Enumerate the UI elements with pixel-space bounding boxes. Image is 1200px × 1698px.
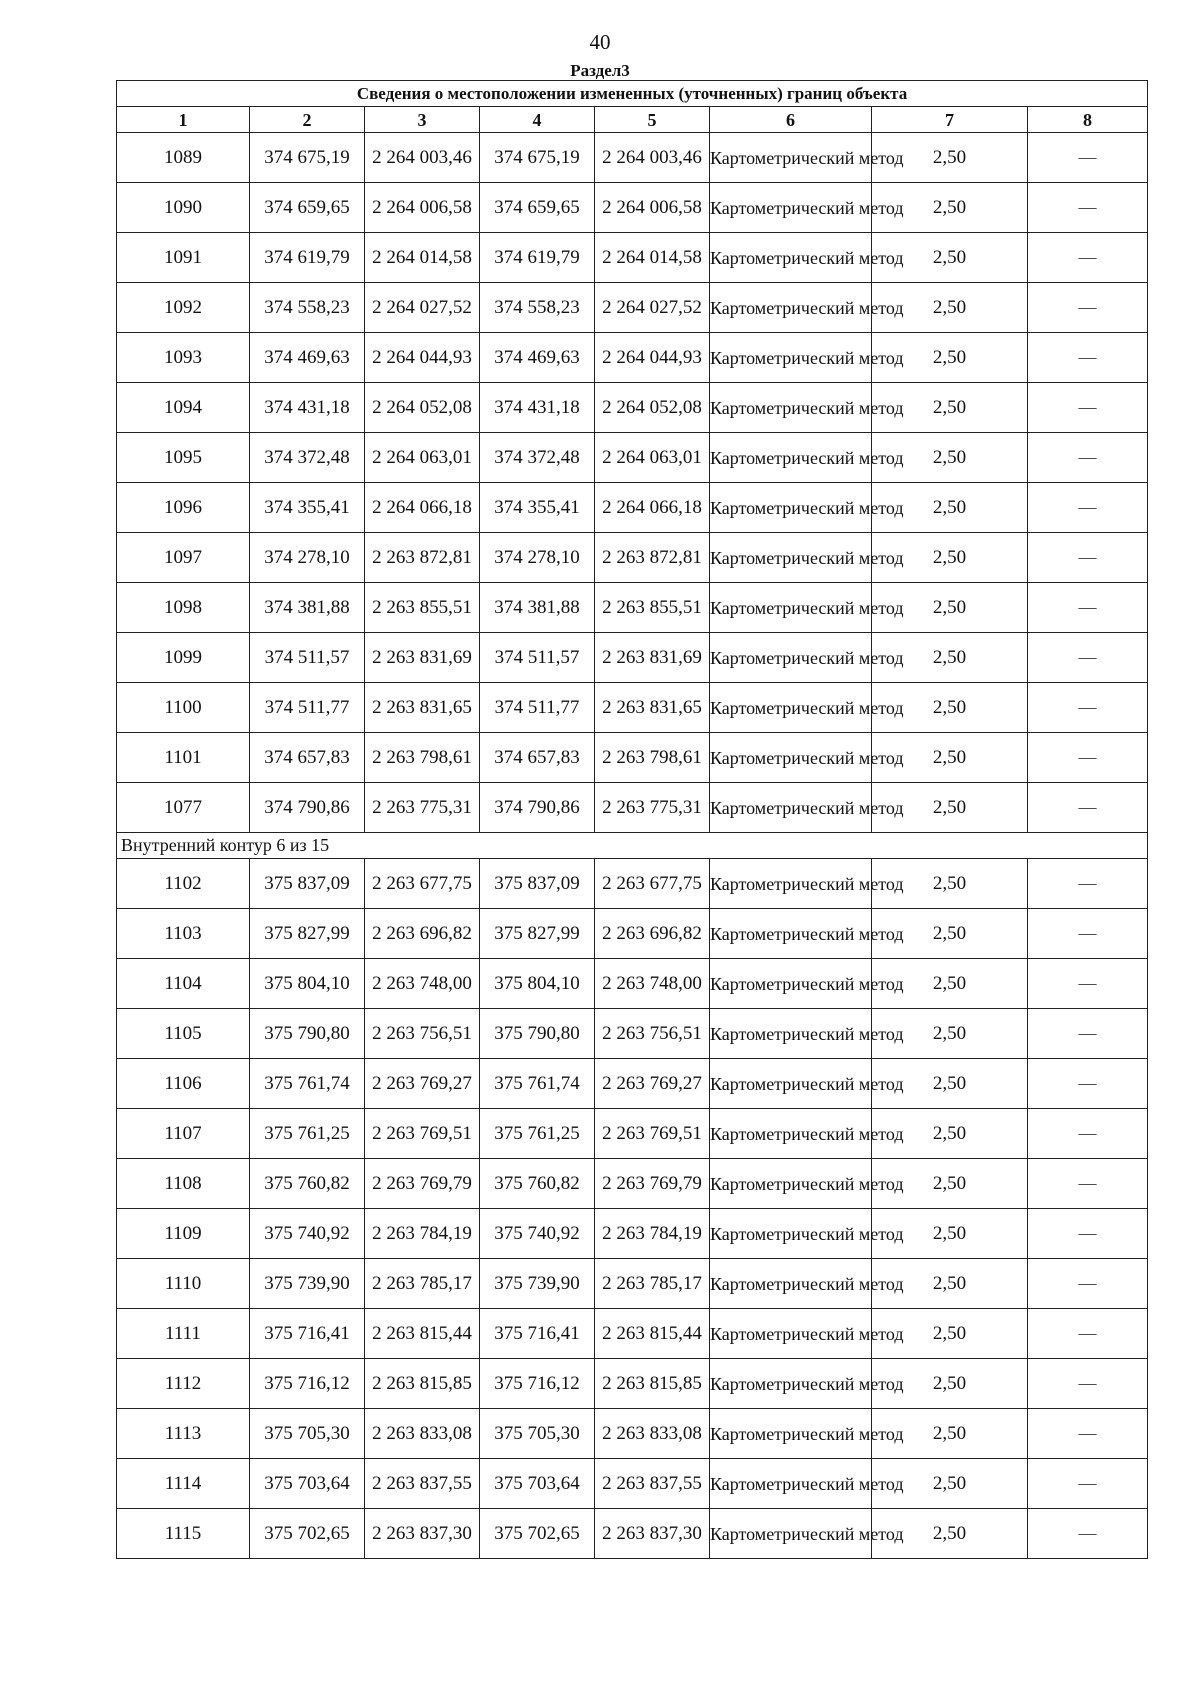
table-cell: 375 761,25 (250, 1109, 365, 1159)
table-cell: 1097 (117, 533, 250, 583)
table-cell: 2 263 784,19 (595, 1209, 710, 1259)
table-cell: 2,50 (872, 1509, 1028, 1559)
column-header: 6 (710, 107, 872, 133)
table-cell: 1114 (117, 1459, 250, 1509)
table-cell: Картометрический метод (710, 1059, 872, 1109)
table-cell: 2,50 (872, 333, 1028, 383)
table-cell: 2 263 677,75 (595, 859, 710, 909)
table-cell: 374 278,10 (480, 533, 595, 583)
table-cell: 2 263 677,75 (365, 859, 480, 909)
table-cell: 1091 (117, 233, 250, 283)
table-cell: 2 263 769,27 (595, 1059, 710, 1109)
table-row (117, 1059, 1148, 1109)
column-header: 1 (117, 107, 250, 133)
table-cell: 1095 (117, 433, 250, 483)
table-cell: 2,50 (872, 483, 1028, 533)
table-cell: 2 263 855,51 (595, 583, 710, 633)
table-row (117, 1509, 1148, 1559)
table-cell: 374 657,83 (480, 733, 595, 783)
table-row (117, 959, 1148, 1009)
table-cell: 374 431,18 (250, 383, 365, 433)
table-cell: 375 760,82 (250, 1159, 365, 1209)
table-cell: Картометрический метод (710, 533, 872, 583)
table-cell: 374 659,65 (480, 183, 595, 233)
contour-label: Внутренний контур 6 из 15 (117, 833, 1148, 859)
table-cell: 1102 (117, 859, 250, 909)
table-cell: 1112 (117, 1359, 250, 1409)
table-cell: — (1028, 1309, 1148, 1359)
table-row (117, 583, 1148, 633)
table-cell: 1111 (117, 1309, 250, 1359)
table-cell: 1105 (117, 1009, 250, 1059)
table-cell: 2 264 014,58 (595, 233, 710, 283)
table-cell: — (1028, 283, 1148, 333)
table-cell: 2,50 (872, 183, 1028, 233)
table-cell: 2,50 (872, 1309, 1028, 1359)
table-cell: 2 264 044,93 (365, 333, 480, 383)
table-cell: 2 263 798,61 (365, 733, 480, 783)
table-cell: 375 837,09 (480, 859, 595, 909)
table-cell: — (1028, 909, 1148, 959)
table-cell: 2 263 769,27 (365, 1059, 480, 1109)
table-cell: 2 264 063,01 (595, 433, 710, 483)
table-cell: 374 469,63 (480, 333, 595, 383)
table-cell: — (1028, 1509, 1148, 1559)
table-cell: 2,50 (872, 909, 1028, 959)
table-cell: 2,50 (872, 1409, 1028, 1459)
table-cell: Картометрический метод (710, 483, 872, 533)
table-cell: 1096 (117, 483, 250, 533)
table-cell: Картометрический метод (710, 1159, 872, 1209)
table-cell: 2 263 831,65 (365, 683, 480, 733)
table-cell: Картометрический метод (710, 859, 872, 909)
table-cell: Картометрический метод (710, 1309, 872, 1359)
table-row (117, 333, 1148, 383)
table-cell: 2,50 (872, 383, 1028, 433)
table-cell: 2,50 (872, 633, 1028, 683)
table-cell: 374 790,86 (480, 783, 595, 833)
table-cell: 2,50 (872, 1209, 1028, 1259)
table-cell: 374 355,41 (480, 483, 595, 533)
table-cell: 374 657,83 (250, 733, 365, 783)
column-header: 5 (595, 107, 710, 133)
table-cell: 374 278,10 (250, 533, 365, 583)
table-cell: 2 263 775,31 (595, 783, 710, 833)
table-cell: 2 264 066,18 (595, 483, 710, 533)
table-cell: 2 263 837,55 (595, 1459, 710, 1509)
table-cell: 2 263 815,44 (595, 1309, 710, 1359)
table-cell: 1100 (117, 683, 250, 733)
table-cell: 374 469,63 (250, 333, 365, 383)
table-cell: 2 263 785,17 (595, 1259, 710, 1309)
table-cell: 374 659,65 (250, 183, 365, 233)
table-cell: 2 263 872,81 (365, 533, 480, 583)
table-cell: 2 263 769,51 (365, 1109, 480, 1159)
table-cell: 2 263 831,69 (595, 633, 710, 683)
table-cell: Картометрический метод (710, 909, 872, 959)
table-row (117, 1009, 1148, 1059)
column-header: 7 (872, 107, 1028, 133)
table-cell: 2,50 (872, 783, 1028, 833)
table-cell: 375 739,90 (250, 1259, 365, 1309)
table-cell: — (1028, 783, 1148, 833)
table-row (117, 433, 1148, 483)
table-cell: 1092 (117, 283, 250, 333)
table-cell: — (1028, 1059, 1148, 1109)
table-cell: — (1028, 583, 1148, 633)
table-cell: Картометрический метод (710, 333, 872, 383)
table-cell: 2 264 006,58 (365, 183, 480, 233)
table-cell: 2 263 756,51 (595, 1009, 710, 1059)
table-cell: — (1028, 1109, 1148, 1159)
table-cell: 2,50 (872, 283, 1028, 333)
table-cell: — (1028, 533, 1148, 583)
table-row (117, 859, 1148, 909)
table-row (117, 383, 1148, 433)
column-header: 2 (250, 107, 365, 133)
table-cell: Картометрический метод (710, 1409, 872, 1459)
table-cell: 2,50 (872, 433, 1028, 483)
column-header: 4 (480, 107, 595, 133)
table-row (117, 1159, 1148, 1209)
table-cell: 375 703,64 (250, 1459, 365, 1509)
table-cell: — (1028, 633, 1148, 683)
table-cell: 2 263 798,61 (595, 733, 710, 783)
table-cell: Картометрический метод (710, 183, 872, 233)
table-cell: 374 381,88 (480, 583, 595, 633)
table-cell: 1089 (117, 133, 250, 183)
table-cell: 375 760,82 (480, 1159, 595, 1209)
table-cell: Картометрический метод (710, 1459, 872, 1509)
table-cell: 375 761,25 (480, 1109, 595, 1159)
table-cell: 375 716,41 (480, 1309, 595, 1359)
table-cell: 375 740,92 (480, 1209, 595, 1259)
table-cell: 1077 (117, 783, 250, 833)
table-cell: Картометрический метод (710, 133, 872, 183)
table-cell: 2,50 (872, 133, 1028, 183)
table-cell: 1093 (117, 333, 250, 383)
table-cell: 375 703,64 (480, 1459, 595, 1509)
table-cell: 2,50 (872, 1009, 1028, 1059)
table-cell: 375 761,74 (480, 1059, 595, 1109)
table-cell: Картометрический метод (710, 383, 872, 433)
table-row (117, 233, 1148, 283)
table-cell: 375 790,80 (250, 1009, 365, 1059)
table-cell: 375 804,10 (480, 959, 595, 1009)
table-cell: 1094 (117, 383, 250, 433)
table-cell: 1107 (117, 1109, 250, 1159)
table-cell: 2 263 815,85 (365, 1359, 480, 1409)
table-cell: 2,50 (872, 1159, 1028, 1209)
table-cell: 375 761,74 (250, 1059, 365, 1109)
table-cell: 374 619,79 (250, 233, 365, 283)
table-cell: 1101 (117, 733, 250, 783)
table-row (117, 633, 1148, 683)
table-cell: 374 511,57 (250, 633, 365, 683)
table-cell: 2 263 837,30 (365, 1509, 480, 1559)
table-row (117, 1459, 1148, 1509)
table-cell: 375 739,90 (480, 1259, 595, 1309)
table-cell: 2 263 785,17 (365, 1259, 480, 1309)
table-row (117, 783, 1148, 833)
table-cell: — (1028, 1459, 1148, 1509)
table-cell: Картометрический метод (710, 733, 872, 783)
table-cell: 375 716,12 (480, 1359, 595, 1409)
table-cell: 2 264 044,93 (595, 333, 710, 383)
table-cell: 2 263 831,69 (365, 633, 480, 683)
table-row (117, 533, 1148, 583)
table-cell: 375 837,09 (250, 859, 365, 909)
table-row (117, 683, 1148, 733)
table-cell: — (1028, 133, 1148, 183)
table-cell: 375 705,30 (480, 1409, 595, 1459)
table-cell: Картометрический метод (710, 1509, 872, 1559)
column-header: 3 (365, 107, 480, 133)
table-cell: — (1028, 859, 1148, 909)
table-cell: 374 372,48 (250, 433, 365, 483)
table-cell: 375 827,99 (480, 909, 595, 959)
table-cell: — (1028, 733, 1148, 783)
table-cell: 2 263 756,51 (365, 1009, 480, 1059)
table-cell: 1109 (117, 1209, 250, 1259)
table-cell: Картометрический метод (710, 583, 872, 633)
table-cell: 2 264 006,58 (595, 183, 710, 233)
table-cell: 2,50 (872, 1359, 1028, 1409)
table-cell: 374 790,86 (250, 783, 365, 833)
table-cell: 2 263 815,85 (595, 1359, 710, 1409)
table-cell: 1115 (117, 1509, 250, 1559)
table-cell: 375 702,65 (480, 1509, 595, 1559)
table-cell: 374 558,23 (250, 283, 365, 333)
section-label: Раздел3 (570, 61, 630, 80)
table-row (117, 1109, 1148, 1159)
table-cell: — (1028, 1009, 1148, 1059)
table-cell: 2 263 696,82 (365, 909, 480, 959)
table-cell: 2,50 (872, 733, 1028, 783)
table-cell: Картометрический метод (710, 633, 872, 683)
table-cell: 2,50 (872, 859, 1028, 909)
table-cell: 375 716,12 (250, 1359, 365, 1409)
table-cell: Картометрический метод (710, 433, 872, 483)
table-cell: 1104 (117, 959, 250, 1009)
table-cell: 375 827,99 (250, 909, 365, 959)
table-cell: 375 804,10 (250, 959, 365, 1009)
table-cell: 2 264 027,52 (595, 283, 710, 333)
table-cell: 2 263 815,44 (365, 1309, 480, 1359)
table-cell: — (1028, 183, 1148, 233)
table-cell: 374 675,19 (250, 133, 365, 183)
table-cell: 2 264 027,52 (365, 283, 480, 333)
table-cell: — (1028, 333, 1148, 383)
table-cell: 2 264 052,08 (595, 383, 710, 433)
table-row (117, 1359, 1148, 1409)
page-number: 40 (589, 30, 611, 54)
table-cell: — (1028, 1159, 1148, 1209)
table-cell: 2,50 (872, 583, 1028, 633)
table-cell: 1110 (117, 1259, 250, 1309)
table-cell: — (1028, 233, 1148, 283)
table-cell: Картометрический метод (710, 959, 872, 1009)
table-row (117, 1259, 1148, 1309)
table-cell: 2,50 (872, 959, 1028, 1009)
table-cell: 2,50 (872, 1109, 1028, 1159)
table-cell: 2 263 769,79 (595, 1159, 710, 1209)
table-cell: 2,50 (872, 233, 1028, 283)
table-cell: — (1028, 959, 1148, 1009)
table-cell: Картометрический метод (710, 1109, 872, 1159)
table-cell: 374 381,88 (250, 583, 365, 633)
table-cell: 375 740,92 (250, 1209, 365, 1259)
table-cell: 1108 (117, 1159, 250, 1209)
table-caption: Сведения о местоположении измененных (уточненных) границ объекта (117, 81, 1148, 107)
table-cell: 2 263 748,00 (365, 959, 480, 1009)
table-cell: 2 263 769,79 (365, 1159, 480, 1209)
table-cell: 375 716,41 (250, 1309, 365, 1359)
table-cell: 2,50 (872, 1259, 1028, 1309)
table-cell: Картометрический метод (710, 683, 872, 733)
table-cell: 2 263 833,08 (365, 1409, 480, 1459)
table-cell: 2 264 003,46 (365, 133, 480, 183)
table-cell: 1098 (117, 583, 250, 633)
table-cell: 1099 (117, 633, 250, 683)
table-cell: 2 263 696,82 (595, 909, 710, 959)
table-cell: 374 511,57 (480, 633, 595, 683)
table-row (117, 1309, 1148, 1359)
table-row (117, 1409, 1148, 1459)
table-cell: — (1028, 383, 1148, 433)
table-cell: 374 511,77 (250, 683, 365, 733)
table-cell: 2,50 (872, 533, 1028, 583)
table-row (117, 733, 1148, 783)
table-cell: 374 619,79 (480, 233, 595, 283)
table-cell: — (1028, 1209, 1148, 1259)
table-cell: Картометрический метод (710, 233, 872, 283)
table-cell: 375 790,80 (480, 1009, 595, 1059)
table-cell: — (1028, 1259, 1148, 1309)
table-cell: 2 263 837,55 (365, 1459, 480, 1509)
table-cell: 2 264 014,58 (365, 233, 480, 283)
table-row (117, 909, 1148, 959)
table-cell: 2 263 775,31 (365, 783, 480, 833)
table-cell: 2 263 855,51 (365, 583, 480, 633)
table-cell: 375 702,65 (250, 1509, 365, 1559)
table-row (117, 483, 1148, 533)
table-cell: 2 264 003,46 (595, 133, 710, 183)
table-cell: Картометрический метод (710, 1359, 872, 1409)
table-cell: — (1028, 483, 1148, 533)
table-cell: 374 372,48 (480, 433, 595, 483)
table-row (117, 133, 1148, 183)
table-cell: 1113 (117, 1409, 250, 1459)
table-body (117, 133, 1148, 1559)
table-cell: 374 675,19 (480, 133, 595, 183)
table-cell: 2 263 831,65 (595, 683, 710, 733)
table-cell: 2 263 833,08 (595, 1409, 710, 1459)
table-cell: 2 263 837,30 (595, 1509, 710, 1559)
table-cell: 2,50 (872, 683, 1028, 733)
table-cell: 2 263 769,51 (595, 1109, 710, 1159)
table-cell: 2 264 052,08 (365, 383, 480, 433)
table-cell: Картометрический метод (710, 783, 872, 833)
table-cell: Картометрический метод (710, 1259, 872, 1309)
column-header: 8 (1028, 107, 1148, 133)
table-cell: — (1028, 1359, 1148, 1409)
contour-label-row (117, 833, 1148, 859)
table-row (117, 183, 1148, 233)
table-cell: 375 705,30 (250, 1409, 365, 1459)
table-cell: — (1028, 683, 1148, 733)
table-cell: 1103 (117, 909, 250, 959)
table-row (117, 1209, 1148, 1259)
table-cell: Картометрический метод (710, 283, 872, 333)
table-cell: 374 355,41 (250, 483, 365, 533)
table-cell: 374 511,77 (480, 683, 595, 733)
table-cell: Картометрический метод (710, 1209, 872, 1259)
table-cell: 2 264 063,01 (365, 433, 480, 483)
table-cell: 2 263 784,19 (365, 1209, 480, 1259)
table-cell: 2,50 (872, 1459, 1028, 1509)
table-cell: 1090 (117, 183, 250, 233)
table-cell: 2 263 748,00 (595, 959, 710, 1009)
table-cell: 2,50 (872, 1059, 1028, 1109)
table-cell: 1106 (117, 1059, 250, 1109)
table-cell: 2 263 872,81 (595, 533, 710, 583)
table-cell: 2 264 066,18 (365, 483, 480, 533)
table-cell: Картометрический метод (710, 1009, 872, 1059)
table-cell: 374 431,18 (480, 383, 595, 433)
table-cell: — (1028, 433, 1148, 483)
table-row (117, 283, 1148, 333)
table-cell: — (1028, 1409, 1148, 1459)
table-cell: 374 558,23 (480, 283, 595, 333)
boundary-coordinates-table (116, 80, 1148, 1559)
